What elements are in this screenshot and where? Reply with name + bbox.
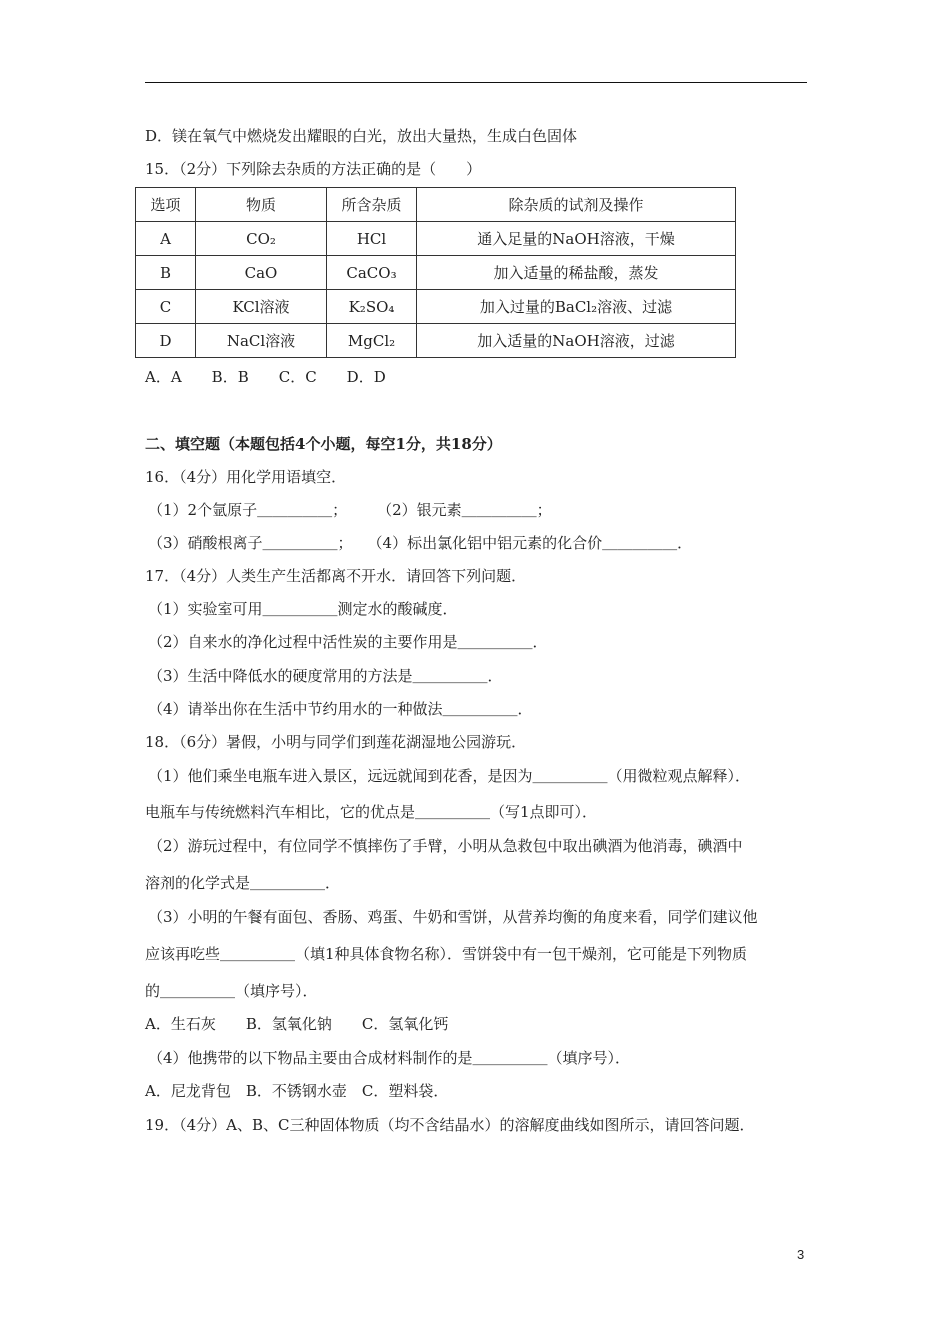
- q18-part-3b: 应该再吃些＿＿＿＿＿（填1种具体食物名称）．雪饼袋中有一包干燥剂，它可能是下列物质: [145, 945, 748, 963]
- q16-stem: 16．（4分）用化学用语填空．: [145, 468, 347, 486]
- table-row: [136, 222, 736, 256]
- header-method: 除杂质的试剂及操作: [417, 188, 736, 222]
- q18-part-2a: （2）游玩过程中，有位同学不慎摔伤了手臂，小明从急救包中取出碘酒为他消毒，碘酒中: [148, 837, 743, 855]
- header-substance: 物质: [196, 188, 327, 222]
- header-option: 选项: [136, 188, 196, 222]
- cell-substance: NaCl溶液: [196, 324, 327, 358]
- cell-substance: CO₂: [196, 222, 327, 256]
- q18-part-3a: （3）小明的午餐有面包、香肠、鸡蛋、牛奶和雪饼，从营养均衡的角度来看，同学们建议他: [148, 908, 758, 926]
- q14-option-d: D．镁在氧气中燃烧发出耀眼的白光，放出大量热，生成白色固体: [145, 127, 578, 145]
- q19-stem: 19．（4分）A、B、C三种固体物质（均不含结晶水）的溶解度曲线如图所示，请回答问题．: [145, 1116, 755, 1134]
- cell-impurity: HCl: [327, 222, 417, 256]
- table-header-row: [136, 188, 736, 222]
- q18-part-2b: 溶剂的化学式是＿＿＿＿＿．: [145, 874, 341, 892]
- cell-impurity: CaCO₃: [327, 256, 417, 290]
- header-impurity: 所含杂质: [327, 188, 417, 222]
- cell-impurity: K₂SO₄: [327, 290, 417, 324]
- table-row: [136, 290, 736, 324]
- q18-stem: 18．（6分）暑假，小明与同学们到莲花湖湿地公园游玩．: [145, 733, 527, 751]
- cell-method: 加入过量的BaCl₂溶液、过滤: [417, 290, 736, 324]
- cell-method: 通入足量的NaOH溶液，干燥: [417, 222, 736, 256]
- cell-option: A: [136, 222, 196, 256]
- q16-line-2: （3）硝酸根离子＿＿＿＿＿； （4）标出氯化铝中铝元素的化合价＿＿＿＿＿．: [148, 534, 693, 552]
- cell-impurity: MgCl₂: [327, 324, 417, 358]
- q16-line-1: （1）2个氩原子＿＿＿＿＿； （2）银元素＿＿＿＿＿；: [148, 501, 552, 519]
- q17-part-3: （3）生活中降低水的硬度常用的方法是＿＿＿＿＿．: [148, 667, 503, 685]
- section-2-title: 二、填空题（本题包括4个小题，每空1分，共18分）: [145, 435, 502, 453]
- cell-method: 加入适量的NaOH溶液，过滤: [417, 324, 736, 358]
- q15-choices: A．A B．B C．C D．D: [145, 368, 386, 386]
- table-row: [136, 324, 736, 358]
- q15-table: [135, 187, 736, 358]
- q17-part-1: （1）实验室可用＿＿＿＿＿测定水的酸碱度．: [148, 600, 458, 618]
- q18-part-1a: （1）他们乘坐电瓶车进入景区，远远就闻到花香，是因为＿＿＿＿＿（用微粒观点解释）．: [148, 767, 751, 785]
- q15-stem: 15．（2分）下列除去杂质的方法正确的是（ ）: [145, 160, 482, 178]
- cell-method: 加入适量的稀盐酸，蒸发: [417, 256, 736, 290]
- q17-part-2: （2）自来水的净化过程中活性炭的主要作用是＿＿＿＿＿．: [148, 633, 548, 651]
- q17-stem: 17．（4分）人类生产生活都离不开水．请回答下列问题．: [145, 567, 527, 585]
- page-number: 3: [797, 1247, 805, 1262]
- q17-part-4: （4）请举出你在生活中节约用水的一种做法＿＿＿＿＿．: [148, 700, 533, 718]
- q18-part-3-options: A．生石灰 B．氢氧化钠 C．氢氧化钙: [145, 1015, 449, 1033]
- cell-substance: CaO: [196, 256, 327, 290]
- table-row: [136, 256, 736, 290]
- cell-option: C: [136, 290, 196, 324]
- q18-part-4: （4）他携带的以下物品主要由合成材料制作的是＿＿＿＿＿（填序号）．: [148, 1049, 631, 1067]
- q18-part-3c: 的＿＿＿＿＿（填序号）．: [145, 982, 318, 1000]
- cell-substance: KCl溶液: [196, 290, 327, 324]
- q18-part-4-options: A．尼龙背包 B．不锈钢水壶 C．塑料袋．: [145, 1082, 449, 1100]
- header-rule: [145, 82, 807, 83]
- cell-option: D: [136, 324, 196, 358]
- q18-part-1b: 电瓶车与传统燃料汽车相比，它的优点是＿＿＿＿＿（写1点即可）．: [145, 803, 598, 821]
- cell-option: B: [136, 256, 196, 290]
